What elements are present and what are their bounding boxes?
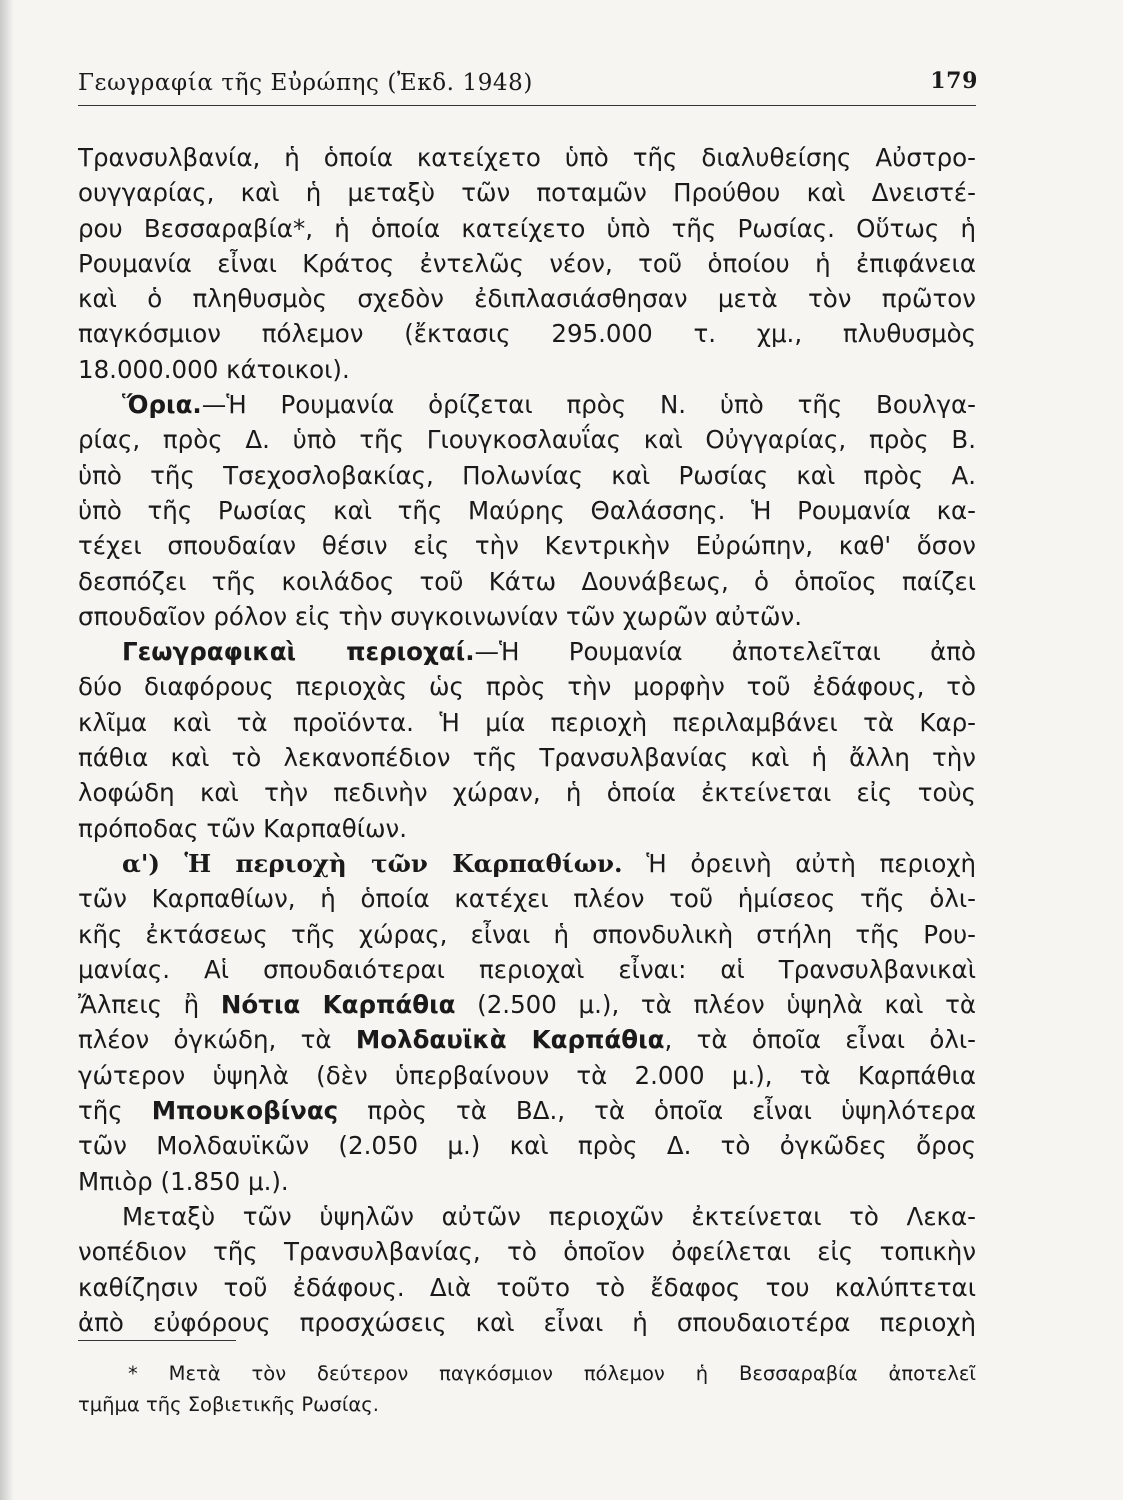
paragraph-basin	[78, 1199, 976, 1340]
text-line: ρίας, πρὸς Δ. ὑπὸ τῆς Γιουγκοσλαυΐας καὶ Οὐγγαρίας, πρὸς Β.	[78, 425, 976, 455]
text-line: Γεωγραφικαὶ περιοχαί.—Ἡ Ρουμανία ἀποτελεῖται ἀπὸ	[122, 637, 976, 667]
text-line: ἀπὸ εὐφόρους προσχώσεις καὶ εἶναι ἡ σπουδαιοτέρα περιοχὴ	[78, 1307, 976, 1337]
header-rule	[78, 105, 976, 106]
running-header	[78, 66, 978, 106]
text-line: τέχει σπουδαίαν θέσιν εἰς τὴν Κεντρικὴν Εὐρώπην, καθ' ὅσον	[78, 531, 976, 561]
place-name: Μπουκοβίνας	[151, 1096, 339, 1126]
text-line: λοφώδη καὶ τὴν πεδινὴν χώραν, ἡ ὁποία ἐκτείνεται εἰς τοὺς	[78, 778, 976, 808]
page-edge-shadow	[0, 0, 14, 1500]
text-line: καὶ ὁ πληθυσμὸς σχεδὸν ἐδιπλασιάσθησαν μετὰ τὸν πρῶτον	[78, 284, 976, 314]
text-line: παγκόσμιον πόλεμον (ἔκτασις 295.000 τ. χμ., πλυθυσμὸς	[78, 319, 976, 349]
footnote-rule	[78, 1340, 236, 1341]
running-title: Γεωγραφία τῆς Εὐρώπης (Ἐκδ. 1948)	[78, 70, 533, 96]
page-number: 179	[930, 68, 978, 94]
text-line: τῶν Μολδαυϊκῶν (2.050 μ.) καὶ πρὸς Δ. τὸ ὀγκῶδες ὄρος	[78, 1131, 976, 1161]
section-heading-borders: Ὅρια.	[122, 390, 202, 420]
place-name: Νότια Καρπάθια	[220, 990, 456, 1020]
text-line: Μεταξὺ τῶν ὑψηλῶν αὐτῶν περιοχῶν ἐκτείνεται τὸ Λεκα-	[122, 1201, 976, 1231]
section-heading-regions: Γεωγραφικαὶ περιοχαί.	[122, 637, 475, 667]
text-line: κλῖμα καὶ τὰ προϊόντα. Ἡ μία περιοχὴ περιλαμβάνει τὰ Καρ-	[78, 707, 976, 737]
text-line: δεσπόζει τῆς κοιλάδος τοῦ Κάτω Δουνάβεως, ὁ ὁποῖος παίζει	[78, 566, 976, 596]
text-line: Ὅρια.—Ἡ Ρουμανία ὁρίζεται πρὸς Ν. ὑπὸ τῆς Βουλγα-	[122, 390, 976, 420]
paragraph-1	[78, 140, 976, 387]
text-line: α') Ἡ περιοχὴ τῶν Καρπαθίων. Ἡ ὀρεινὴ αὐτὴ περιοχὴ	[122, 848, 976, 878]
text-line: πάθια καὶ τὸ λεκανοπέδιον τῆς Τρανσυλβανίας καὶ ἡ ἄλλη τὴν	[78, 743, 976, 773]
text-line: γώτερον ὑψηλὰ (δὲν ὑπερβαίνουν τὰ 2.000 μ.), τὰ Καρπάθια	[78, 1060, 976, 1090]
text-line: ουγγαρίας, καὶ ἡ μεταξὺ τῶν ποταμῶν Προύθου καὶ Δνειστέ-	[78, 178, 976, 208]
text-line: τῆς Μπουκοβίνας πρὸς τὰ ΒΔ., τὰ ὁποῖα εἶναι ὑψηλότερα	[78, 1096, 976, 1126]
paragraph-regions	[78, 634, 976, 846]
text-line: Ἄλπεις ἢ Νότια Καρπάθια (2.500 μ.), τὰ πλέον ὑψηλὰ καὶ τὰ	[78, 990, 976, 1020]
paragraph-carpathians	[78, 846, 976, 1199]
text-line: πλέον ὀγκώδη, τὰ Μολδαυϊκὰ Καρπάθια, τὰ ὁποῖα εἶναι ὀλι-	[78, 1025, 976, 1055]
text-line: μανίας. Αἱ σπουδαιότεραι περιοχαὶ εἶναι: αἱ Τρανσυλβανικαὶ	[78, 954, 976, 984]
text-line: κῆς ἐκτάσεως τῆς χώρας, εἶναι ἡ σπονδυλικὴ στήλη τῆς Ρου-	[78, 919, 976, 949]
place-name: Μολδαυϊκὰ Καρπάθια	[355, 1025, 665, 1055]
text-line: καθίζησιν τοῦ ἐδάφους. Διὰ τοῦτο τὸ ἔδαφος του καλύπτεται	[78, 1272, 976, 1302]
text-line: πρόποδας τῶν Καρπαθίων.	[78, 813, 408, 843]
text-line: ὑπὸ τῆς Ρωσίας καὶ τῆς Μαύρης Θαλάσσης. Ἡ Ρουμανία κα-	[78, 495, 976, 525]
text-line: σπουδαῖον ρόλον εἰς τὴν συγκοινωνίαν τῶν χωρῶν αὐτῶν.	[78, 601, 803, 631]
subsection-heading-carpathians: α') Ἡ περιοχὴ τῶν Καρπαθίων.	[122, 848, 623, 878]
footnote	[78, 1358, 976, 1420]
main-text	[78, 140, 976, 1340]
footnote-line: τμῆμα τῆς Σοβιετικῆς Ρωσίας.	[78, 1393, 379, 1416]
text-line: Ρουμανία εἶναι Κράτος ἐντελῶς νέον, τοῦ ὁποίου ἡ ἐπιφάνεια	[78, 248, 976, 278]
text-line: Μπιὸρ (1.850 μ.).	[78, 1166, 289, 1196]
footnote-line: * Μετὰ τὸν δεύτερον παγκόσμιον πόλεμον ἡ Βεσσαραβία ἀποτελεῖ	[128, 1362, 976, 1385]
text-line: νοπέδιον τῆς Τρανσυλβανίας, τὸ ὁποῖον ὀφείλεται εἰς τοπικὴν	[78, 1237, 976, 1267]
text-line: 18.000.000 κάτοικοι).	[78, 354, 350, 384]
text-line: τῶν Καρπαθίων, ἡ ὁποία κατέχει πλέον τοῦ ἡμίσεος τῆς ὁλι-	[78, 884, 976, 914]
text-line: Τρανσυλβανία, ἡ ὁποία κατείχετο ὑπὸ τῆς διαλυθείσης Αὐστρο-	[78, 143, 976, 172]
text-line: δύο διαφόρους περιοχὰς ὡς πρὸς τὴν μορφὴν τοῦ ἐδάφους, τὸ	[78, 672, 976, 702]
text-line: ὑπὸ τῆς Τσεχοσλοβακίας, Πολωνίας καὶ Ρωσίας καὶ πρὸς Α.	[78, 460, 976, 490]
paragraph-borders	[78, 387, 976, 634]
text-line: ρου Βεσσαραβία*, ἡ ὁποία κατείχετο ὑπὸ τῆς Ρωσίας. Οὕτως ἡ	[78, 213, 976, 243]
